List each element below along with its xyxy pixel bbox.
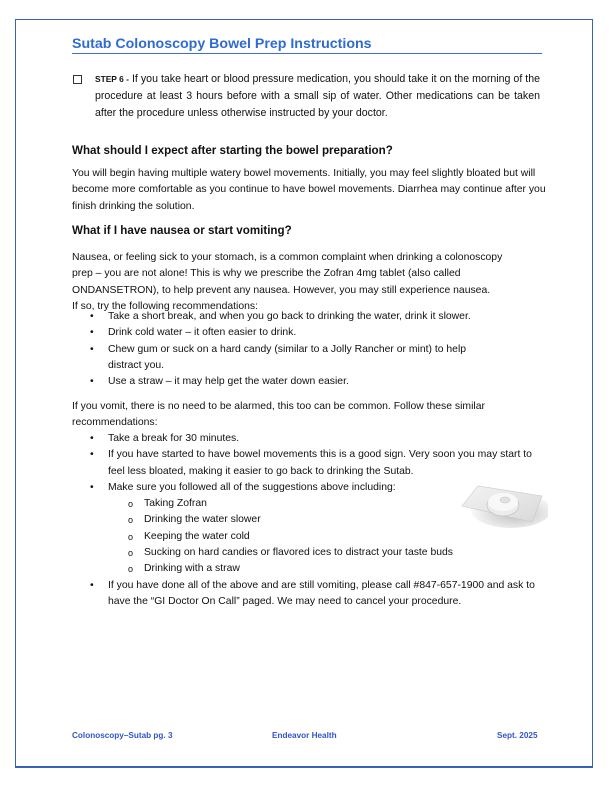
bullet-icon: • <box>90 579 94 591</box>
mint-candy-image <box>456 478 548 528</box>
footer-document-page: Colonoscopy–Sutab pg. 3 <box>72 731 173 740</box>
step-label: STEP 6 - <box>95 74 129 84</box>
bullet-icon: • <box>90 343 94 355</box>
vomit-intro-paragraph: If you vomit, there is no need to be alarmed, this too can be common. Follow these similar recommendations: <box>72 401 485 429</box>
intro-line: ONDANSETRON), to help prevent any nausea. However, you may still experience nausea. <box>72 284 491 296</box>
bullet-icon: • <box>90 481 94 493</box>
list-item: • Drink cold water – it often easier to drink. <box>72 325 547 341</box>
step-6-paragraph <box>95 71 540 122</box>
footer-date: Sept. 2025 <box>497 731 538 740</box>
list-item: • Take a short break, and when you go back to drinking the water, drink it slower. <box>72 309 547 325</box>
page-border <box>15 19 593 768</box>
sublist-item: o Drinking with a straw <box>108 561 547 577</box>
bullet-icon: • <box>90 311 94 322</box>
section-heading-nausea: What if I have nausea or start vomiting? <box>72 224 292 237</box>
expectations-paragraph: You will begin having multiple watery bowel movements. Initially, you may feel slightly bloated but will become more comfortable as you continue to have bowel movements. Diarrhea may continue after you finish drinking the solution. <box>72 168 546 212</box>
section-heading-expectations: What should I expect after starting the bowel preparation? <box>72 144 393 157</box>
nausea-tips-list <box>72 309 547 390</box>
empty-checkbox-icon[interactable] <box>73 75 82 84</box>
list-item: • Chew gum or suck on a hard candy (similar to a Jolly Rancher or mint) to help distract you. <box>90 343 467 371</box>
list-item: • Use a straw – it may help get the water down easier. <box>72 374 547 390</box>
intro-line: Nausea, or feeling sick to your stomach, is a common complaint when drinking a colonoscopy <box>72 252 503 263</box>
bullet-icon: • <box>90 449 94 461</box>
list-item: • If you have done all of the above and are still vomiting, please call #847-657-1900 and ask to have the “GI Doctor On Call” paged. We may need to cancel your procedure. <box>90 579 535 607</box>
bullet-icon: • <box>90 376 94 388</box>
circle-bullet-icon: o <box>128 515 134 526</box>
bullet-icon: • <box>90 433 94 444</box>
list-item: • Make sure you followed all of the suggestions above including: o Taking Zofran o Drinking the water slower o Keeping the water cold o Sucking on hard candies or flavored ices to distract your taste buds o Drinking with a straw <box>72 480 547 578</box>
sublist-item: o Sucking on hard candies or flavored ices to distract your taste buds <box>108 545 547 561</box>
circle-bullet-icon: o <box>128 564 134 575</box>
intro-line: prep – you are not alone! This is why we prescribe the Zofran 4mg tablet (also called <box>72 268 461 280</box>
bullet-icon: • <box>90 327 94 339</box>
circle-bullet-icon: o <box>128 548 134 559</box>
sublist-item: o Drinking the water slower <box>108 512 547 528</box>
list-item: • If you have started to have bowel movements this is a good sign. Very soon you may start to feel less bloated, making it easier to go back to drinking the Sutab. <box>90 449 532 477</box>
document-title: Sutab Colonoscopy Bowel Prep Instructions <box>72 36 542 54</box>
circle-bullet-icon: o <box>128 531 134 542</box>
sublist-item: o Taking Zofran <box>108 496 547 512</box>
nausea-intro-paragraph <box>72 250 547 315</box>
footer-organization: Endeavor Health <box>272 731 337 740</box>
intro-line: If so, try the following recommendations: <box>72 300 258 312</box>
circle-bullet-icon: o <box>128 499 134 510</box>
step-text: If you take heart or blood pressure medication, you should take it on the morning of the procedure at least 3 hours before with a small sip of water. Other medications can be taken after the procedure unless otherwise instructed by your doctor. <box>95 73 540 119</box>
list-item: • Take a break for 30 minutes. <box>72 431 547 447</box>
sublist-item: o Keeping the water cold <box>108 529 547 545</box>
